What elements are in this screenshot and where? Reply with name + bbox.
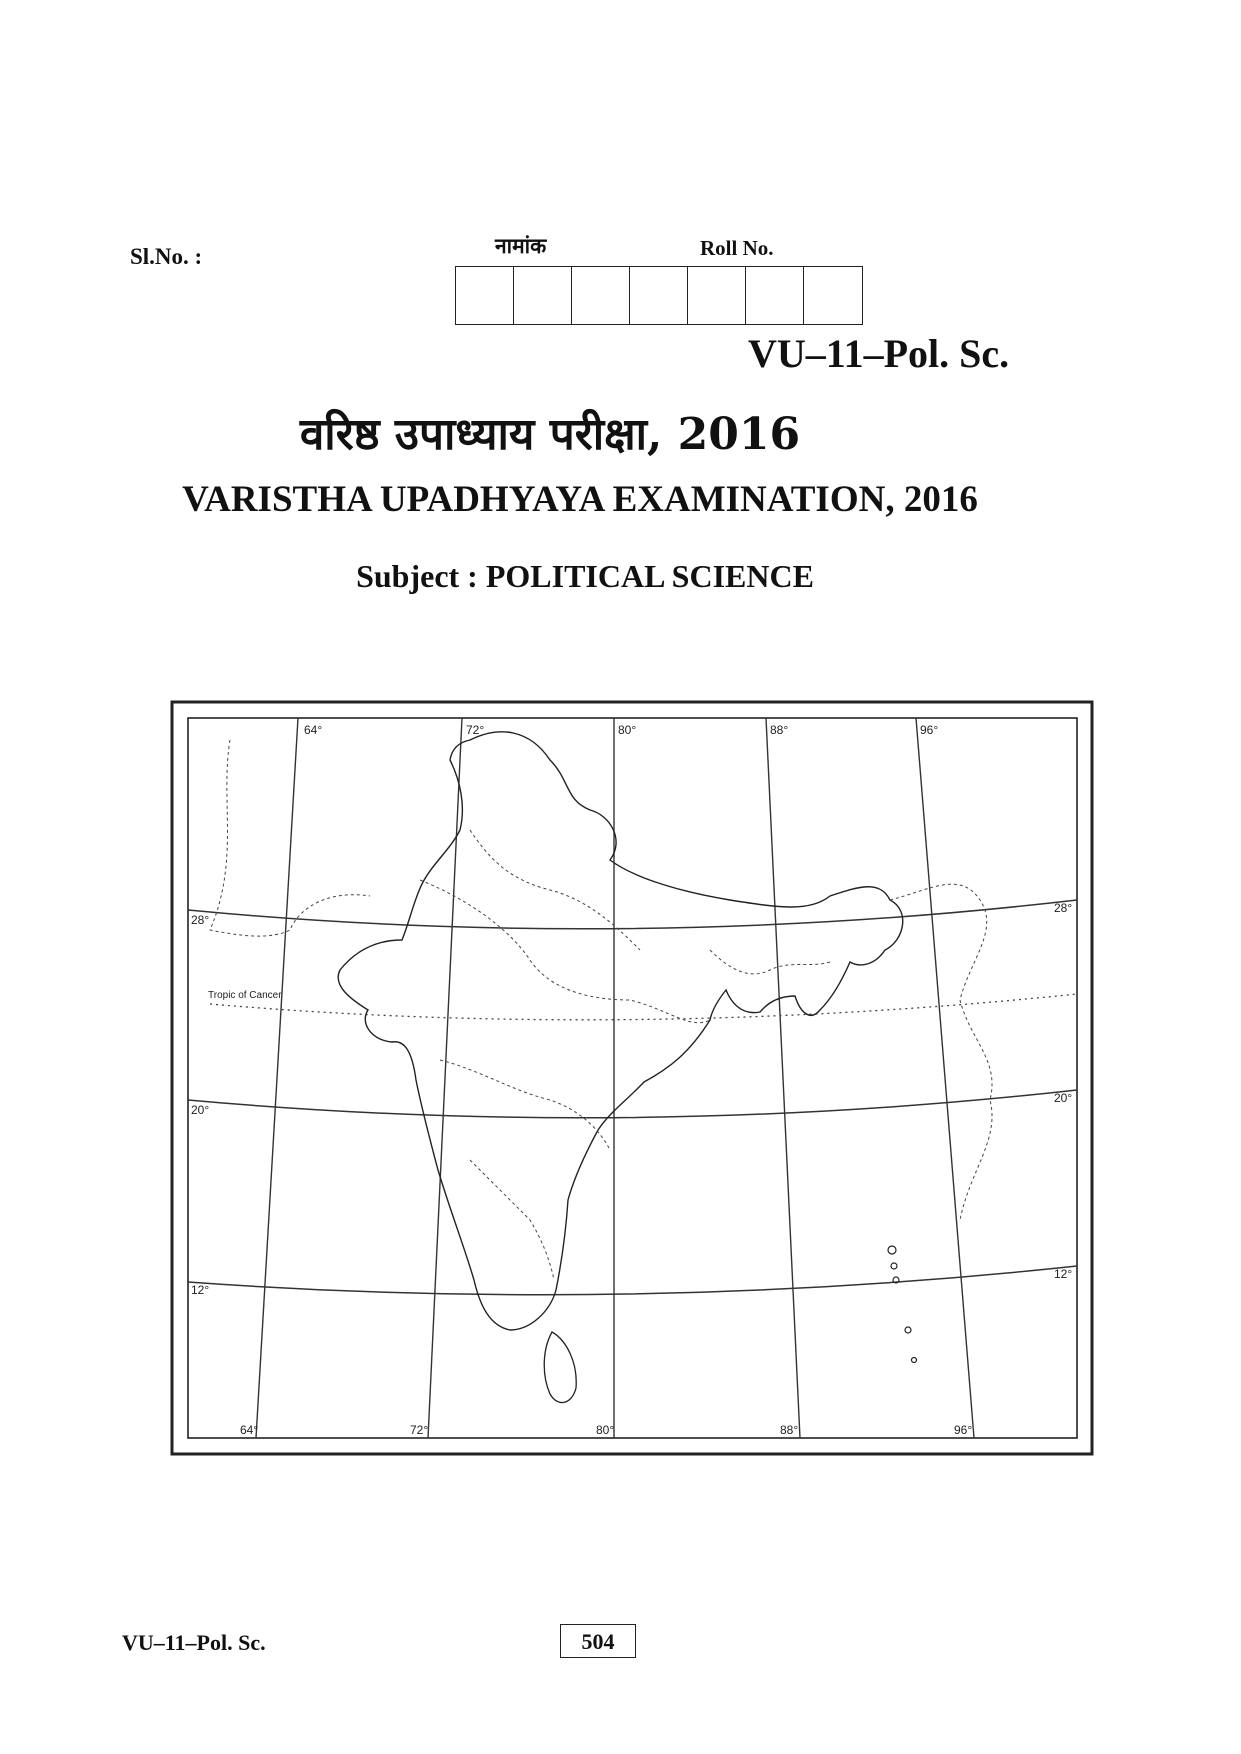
longitude-label-bottom: 88° bbox=[780, 1423, 799, 1437]
exam-title-hindi: वरिष्ठ उपाध्याय परीक्षा, 2016 bbox=[299, 409, 801, 460]
latitude-label-left: 20° bbox=[191, 1103, 210, 1117]
latitude-label-left: 28° bbox=[191, 913, 210, 927]
roll-box[interactable] bbox=[746, 267, 804, 324]
latitude-label-right: 28° bbox=[1054, 901, 1073, 915]
latitude-label-right: 20° bbox=[1054, 1091, 1073, 1105]
longitude-label-top: 88° bbox=[770, 723, 789, 737]
roll-box[interactable] bbox=[572, 267, 630, 324]
roll-box[interactable] bbox=[688, 267, 746, 324]
latitude-label-left: 12° bbox=[191, 1283, 210, 1297]
roll-box[interactable] bbox=[804, 267, 862, 324]
roll-box[interactable] bbox=[514, 267, 572, 324]
tropic-of-cancer-label: Tropic of Cancer bbox=[208, 990, 282, 1001]
exam-title-english: VARISTHA UPADHYAYA EXAMINATION, 2016 bbox=[182, 479, 978, 520]
longitude-label-bottom: 64° bbox=[240, 1423, 259, 1437]
longitude-label-top: 64° bbox=[304, 723, 323, 737]
roll-number-boxes bbox=[455, 266, 863, 325]
longitude-label-bottom: 96° bbox=[954, 1423, 973, 1437]
longitude-label-top: 96° bbox=[920, 723, 939, 737]
roll-number-label-hindi: नामांक bbox=[495, 234, 547, 258]
paper-code: VU–11–Pol. Sc. bbox=[748, 331, 1010, 376]
longitude-label-top: 80° bbox=[618, 723, 637, 737]
longitude-label-top: 72° bbox=[466, 723, 485, 737]
roll-box[interactable] bbox=[630, 267, 688, 324]
longitude-label-bottom: 72° bbox=[410, 1423, 429, 1437]
roll-box[interactable] bbox=[456, 267, 514, 324]
roll-number-label-english: Roll No. bbox=[700, 236, 774, 260]
india-outline-map bbox=[170, 700, 1095, 1458]
footer-paper-code: VU–11–Pol. Sc. bbox=[122, 1630, 266, 1655]
longitude-label-bottom: 80° bbox=[596, 1423, 615, 1437]
page-number: 504 bbox=[560, 1624, 636, 1658]
serial-number-label: Sl.No. : bbox=[130, 244, 203, 269]
subject-line: Subject : POLITICAL SCIENCE bbox=[356, 558, 814, 594]
latitude-label-right: 12° bbox=[1054, 1267, 1073, 1281]
